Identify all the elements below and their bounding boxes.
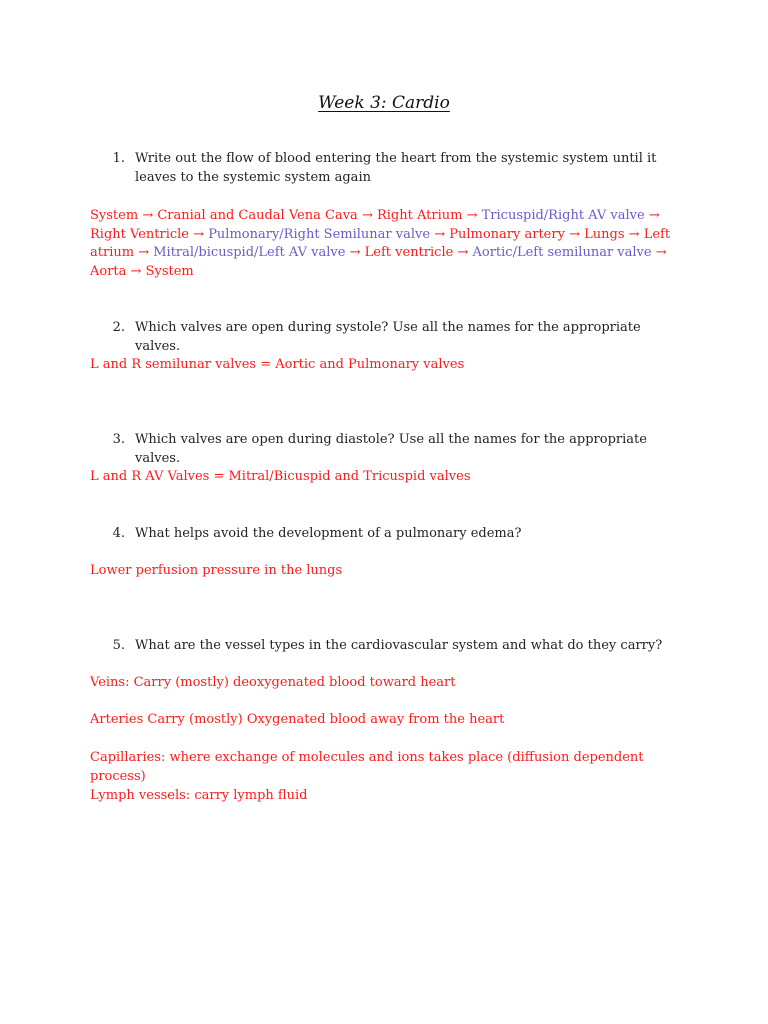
flow-step: Lungs [584, 226, 625, 242]
flow-step: Cranial and Caudal Vena Cava [157, 208, 358, 223]
question-number: 1. [112, 151, 125, 166]
arrow-icon: → [466, 208, 478, 223]
answer-4: Lower perfusion pressure in the lungs [90, 563, 343, 578]
question-4 [90, 525, 680, 544]
flow-step: Tricuspid/Right AV valve [481, 208, 645, 223]
question-number: 2. [112, 320, 125, 335]
arrow-icon: → [142, 208, 154, 223]
answer-5-arteries: Arteries Carry (mostly) Oxygenated blood away from the heart [90, 712, 505, 727]
arrow-icon: → [193, 226, 205, 242]
question-text: Which valves are open during systole? Use all the names for the appropriate valves. [135, 320, 641, 354]
arrow-icon: → [349, 245, 361, 260]
flow-step: Mitral/bicuspid/Left AV valve [153, 245, 346, 260]
flow-step: Pulmonary artery [449, 226, 565, 242]
arrow-icon: → [655, 245, 667, 260]
arrow-icon: → [457, 245, 469, 260]
flow-step: Right Atrium [376, 208, 463, 223]
arrow-icon: → [648, 208, 660, 223]
arrow-icon: → [130, 263, 142, 279]
page-title: Week 3: Cardio [318, 93, 450, 113]
question-1 [90, 150, 680, 187]
question-5 [90, 637, 680, 656]
arrow-icon: → [361, 208, 373, 223]
arrow-icon: → [628, 226, 640, 242]
flow-step: System [90, 208, 139, 223]
answer-5-lymph: Lymph vessels: carry lymph fluid [90, 788, 308, 803]
question-number: 4. [112, 526, 125, 541]
answer-5-capillaries: Capillaries: where exchange of molecules and ions takes place (diffusion dependent process) [90, 750, 644, 784]
flow-step: System [145, 263, 194, 279]
arrow-icon: → [138, 245, 150, 260]
question-text: What are the vessel types in the cardiovascular system and what do they carry? [135, 638, 663, 653]
question-3 [90, 431, 680, 468]
question-text: What helps avoid the development of a pulmonary edema? [135, 526, 522, 541]
question-number: 5. [112, 638, 125, 653]
flow-step: Aortic/Left semilunar valve [472, 245, 652, 260]
question-number: 3. [112, 432, 125, 447]
flow-step: Left atrium [90, 226, 671, 260]
flow-step: Left ventricle [364, 245, 454, 260]
question-text: Which valves are open during diastole? Use all the names for the appropriate valves. [135, 432, 647, 466]
question-2 [90, 319, 680, 356]
flow-step: Pulmonary/Right Semilunar valve [208, 226, 431, 242]
answer-2: L and R semilunar valves = Aortic and Pulmonary valves [90, 357, 465, 372]
answer-5-veins: Veins: Carry (mostly) deoxygenated blood toward heart [90, 675, 456, 690]
flow-step: Aorta [90, 263, 127, 279]
answer-3: L and R AV Valves = Mitral/Bicuspid and Tricuspid valves [90, 469, 471, 484]
arrow-icon: → [569, 226, 580, 242]
arrow-icon: → [434, 226, 446, 242]
blood-flow-answer [90, 207, 690, 281]
question-text: Write out the flow of blood entering the heart from the systemic system until it leaves to the systemic system again [135, 151, 657, 185]
flow-step: Right Ventricle [90, 226, 189, 242]
